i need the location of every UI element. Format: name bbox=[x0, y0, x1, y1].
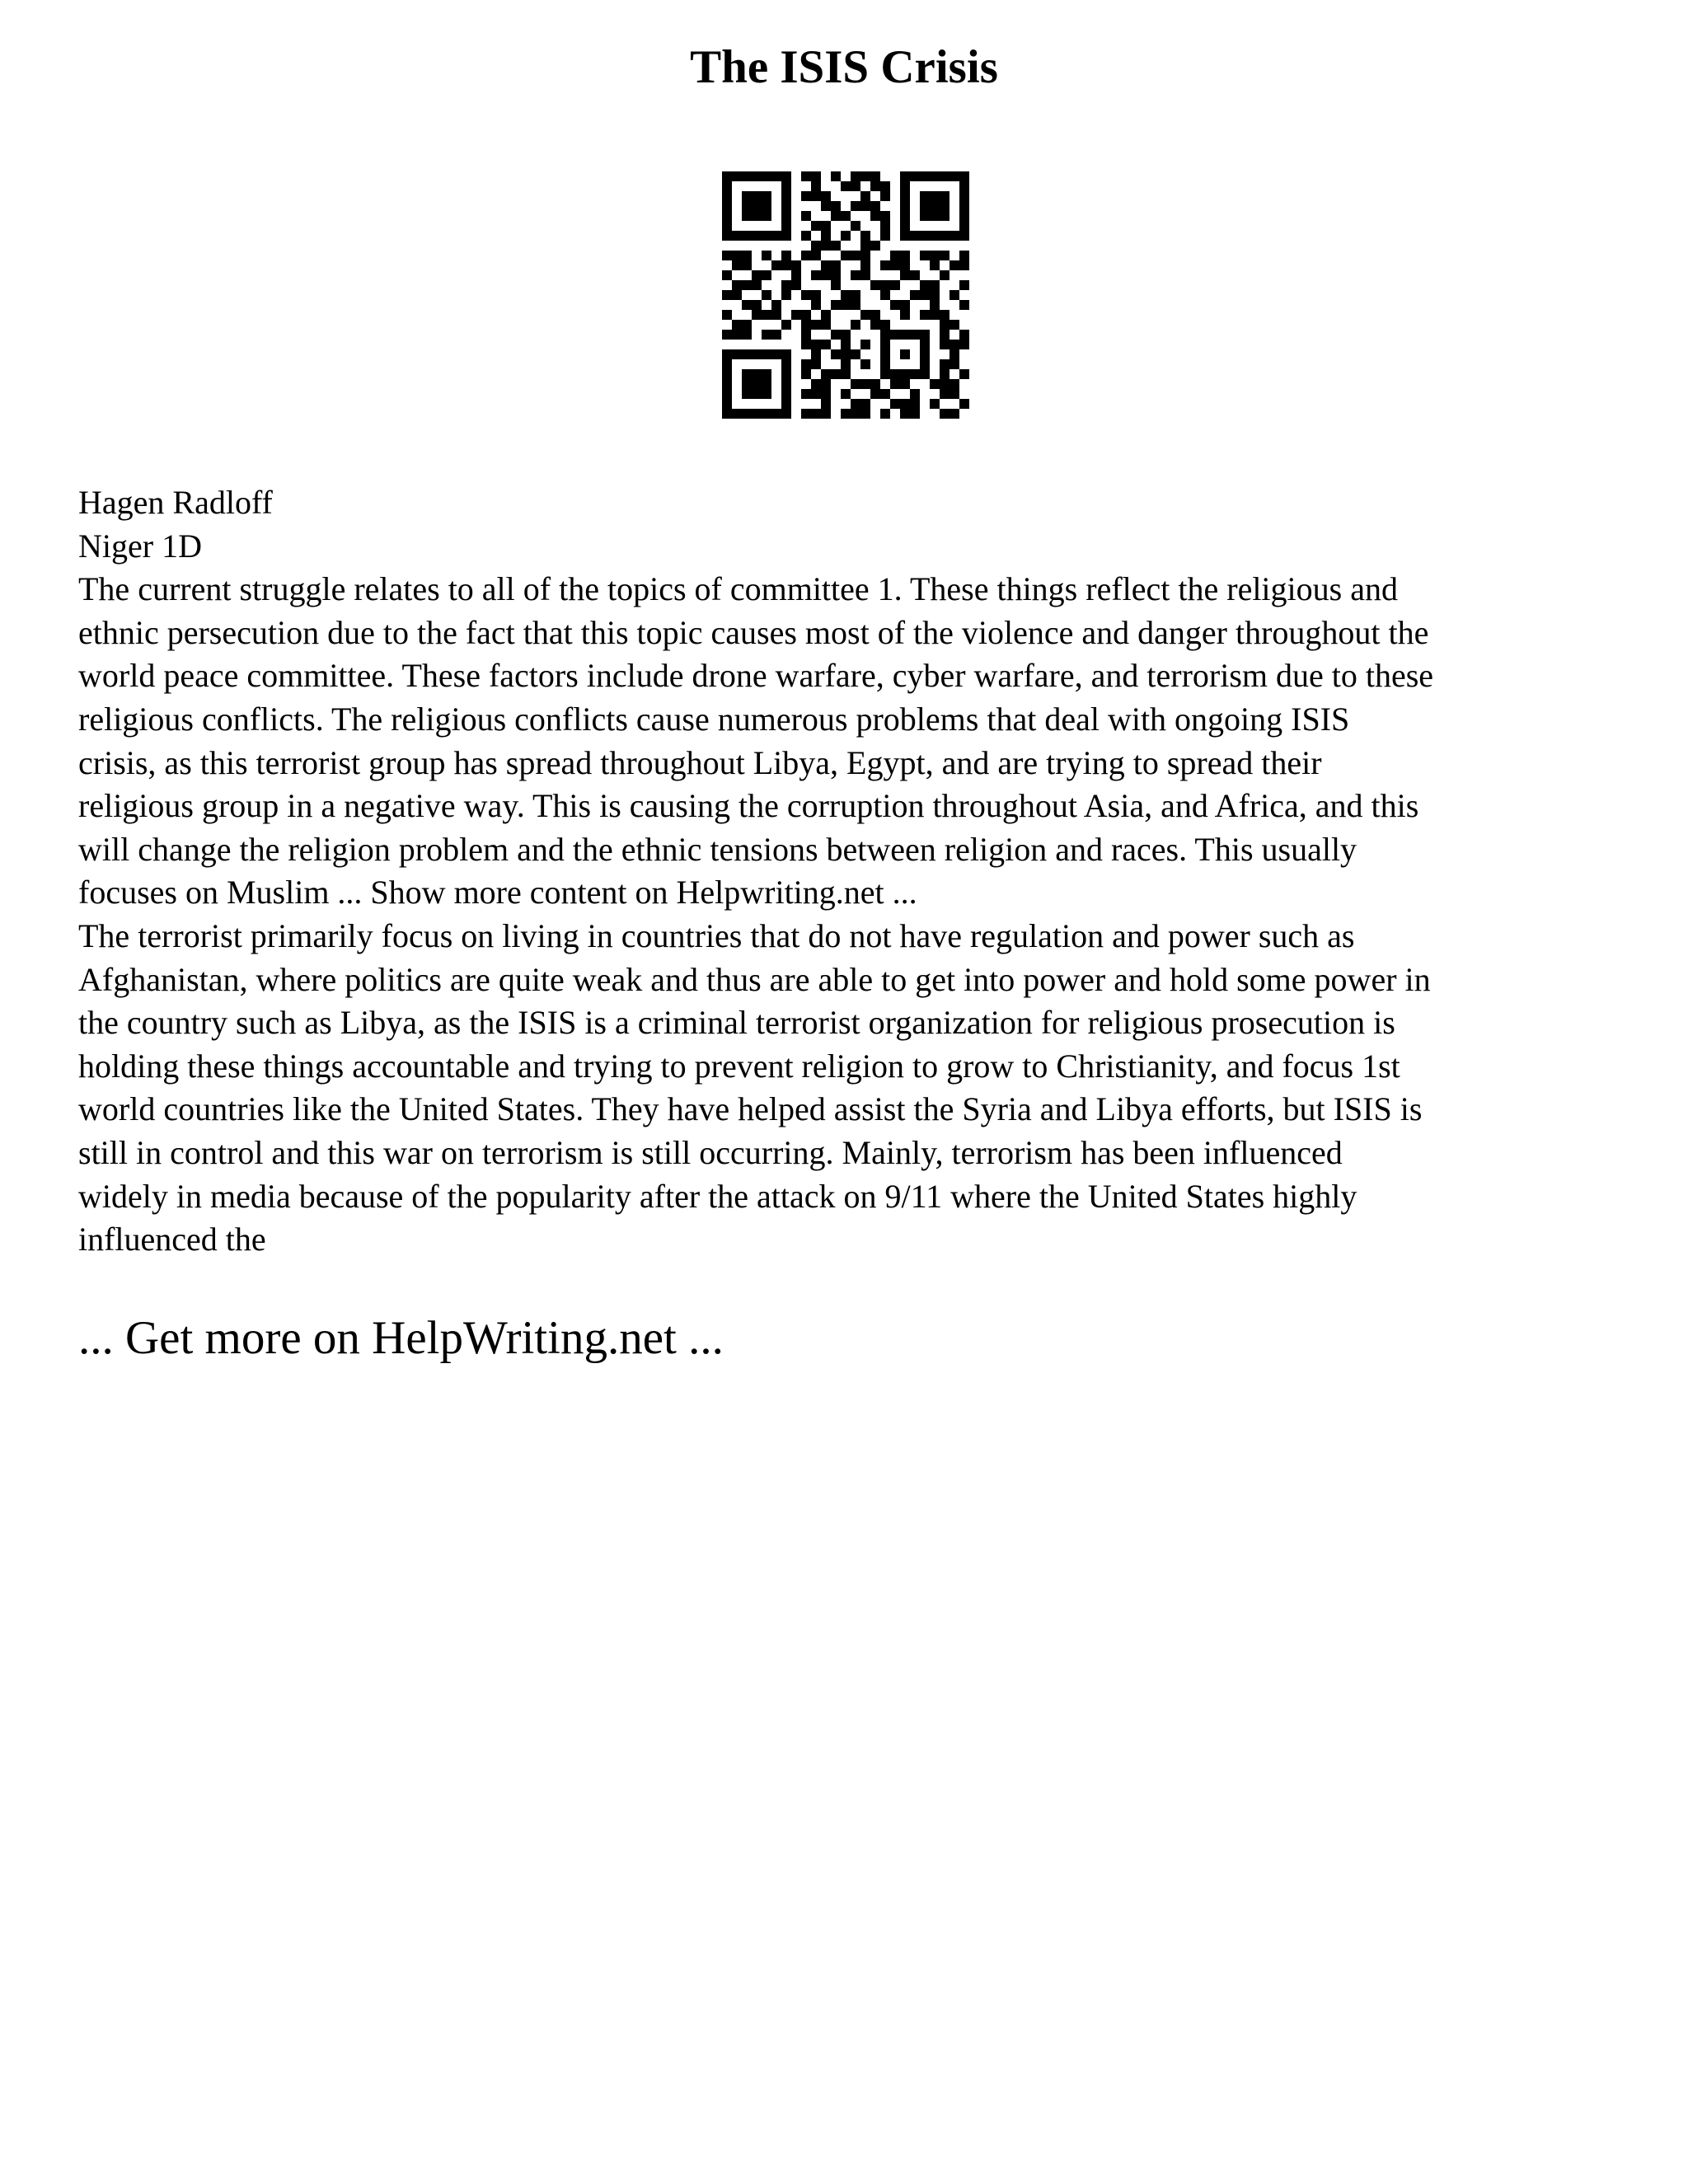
paragraph-1 bbox=[78, 568, 1628, 915]
text-line: religious group in a negative way. This is causing the corruption throughout Asia, and Africa, and this bbox=[78, 787, 1419, 825]
text-line: world peace committee. These factors include drone warfare, cyber warfare, and terrorism due to these bbox=[78, 657, 1434, 695]
author-name: Hagen Radloff bbox=[78, 484, 273, 521]
text-line: Afghanistan, where politics are quite weak and thus are able to get into power and hold some power in bbox=[78, 960, 1431, 998]
get-more-link[interactable]: ... Get more on HelpWriting.net ... bbox=[78, 1312, 724, 1364]
paragraph-2 bbox=[78, 915, 1628, 1262]
text-line: world countries like the United States. They have helped assist the Syria and Libya efforts, but ISIS is bbox=[78, 1090, 1423, 1128]
text-line: still in control and this war on terrorism is still occurring. Mainly, terrorism has been influenced bbox=[78, 1133, 1343, 1171]
text-line: ethnic persecution due to the fact that this topic causes most of the violence and danger throughout the bbox=[78, 613, 1429, 651]
text-line: The terrorist primarily focus on living in countries that do not have regulation and power such as bbox=[78, 916, 1355, 954]
document-body bbox=[78, 481, 1628, 1262]
text-line: religious conflicts. The religious conflicts cause numerous problems that deal with ongoing ISIS bbox=[78, 700, 1350, 738]
document-title: The ISIS Crisis bbox=[690, 41, 998, 93]
text-line: crisis, as this terrorist group has spread throughout Libya, Egypt, and are trying to spread their bbox=[78, 743, 1322, 781]
text-line: The current struggle relates to all of the topics of committee 1. These things reflect the religious and bbox=[78, 570, 1398, 608]
text-line: holding these things accountable and trying to prevent religion to grow to Christianity, and focus 1st bbox=[78, 1047, 1400, 1085]
text-line: influenced the bbox=[78, 1221, 266, 1258]
text-line: the country such as Libya, as the ISIS is a criminal terrorist organization for religious prosecution is bbox=[78, 1004, 1395, 1042]
text-line: widely in media because of the popularity after the attack on 9/11 where the United States highly bbox=[78, 1177, 1357, 1215]
text-line: focuses on Muslim ... Show more content on Helpwriting.net ... bbox=[78, 874, 917, 912]
class-label: Niger 1D bbox=[78, 527, 202, 565]
qr-code-icon bbox=[722, 171, 969, 419]
text-line: will change the religion problem and the ethnic tensions between religion and races. This usually bbox=[78, 830, 1357, 868]
